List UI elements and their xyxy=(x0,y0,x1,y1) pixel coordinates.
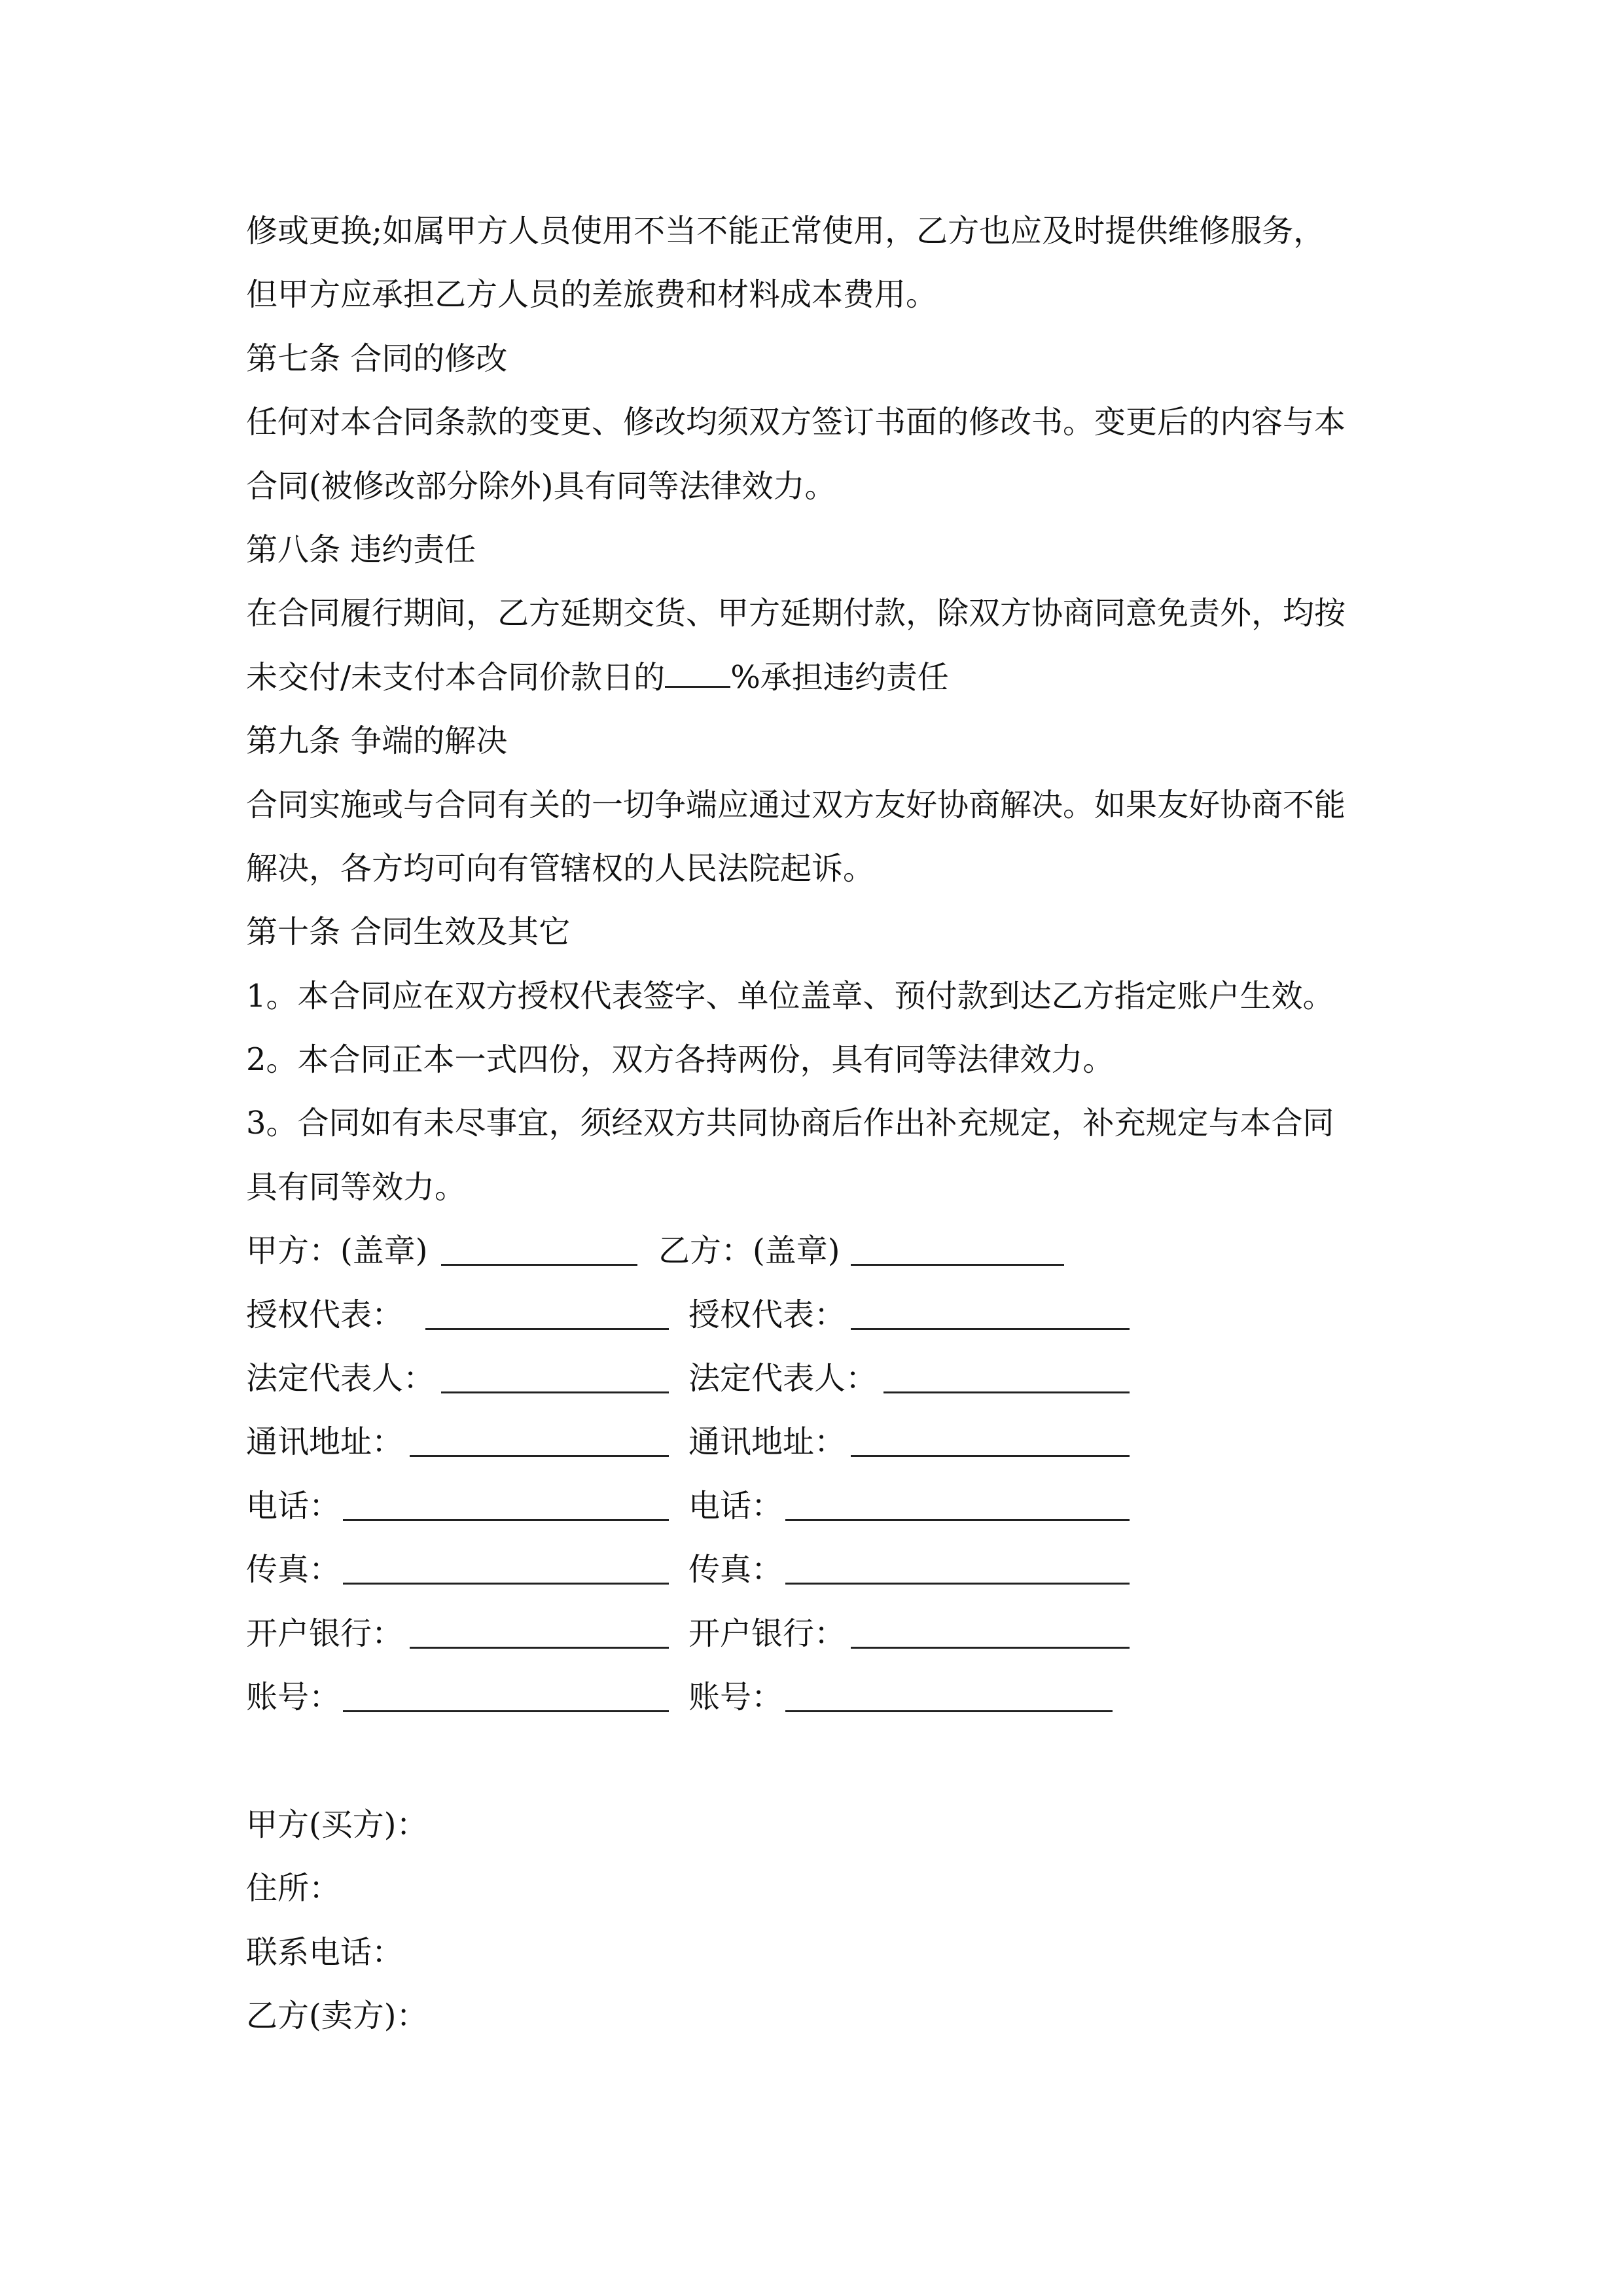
party-a-blank[interactable] xyxy=(441,1391,669,1393)
paragraph-line: 解决，各方均可向有管辖权的人民法院起诉。 xyxy=(246,850,875,887)
party-a-label: 账号： xyxy=(246,1678,341,1715)
party-a-blank[interactable] xyxy=(343,1710,669,1712)
signature-row-address xyxy=(246,1410,1385,1474)
clause-heading-10: 第十条 合同生效及其它 xyxy=(246,914,571,951)
party-b-label: 传真： xyxy=(688,1551,783,1588)
paragraph-line: 具有同等效力。 xyxy=(246,1168,467,1206)
clause-heading-8: 第八条 违约责任 xyxy=(246,531,476,568)
party-b-blank[interactable] xyxy=(851,1455,1130,1457)
penalty-line xyxy=(246,646,1385,709)
party-b-label: 开户银行： xyxy=(688,1615,846,1652)
signature-row-seal xyxy=(246,1219,1385,1283)
party-b-blank[interactable] xyxy=(883,1391,1130,1393)
party-b-blank[interactable] xyxy=(785,1710,1113,1712)
paragraph-line: 合同(被修改部分除外)具有同等法律效力。 xyxy=(246,467,836,505)
signature-row-bank xyxy=(246,1602,1385,1666)
party-a-label: 传真： xyxy=(246,1551,341,1588)
party-b-blank[interactable] xyxy=(785,1519,1130,1521)
blank-line xyxy=(246,1729,1385,1793)
party-b-blank[interactable] xyxy=(851,1328,1130,1330)
party-a-label: 授权代表： xyxy=(246,1296,404,1333)
party-b-label: 授权代表： xyxy=(688,1296,846,1333)
party-b-seal-blank[interactable] xyxy=(851,1264,1064,1266)
party-b-label: 通讯地址： xyxy=(688,1424,846,1461)
party-b-label: 电话： xyxy=(688,1487,783,1524)
clause-heading-9: 第九条 争端的解决 xyxy=(246,723,508,760)
paragraph-line: 修或更换;如属甲方人员使用不当不能正常使用，乙方也应及时提供维修服务， xyxy=(246,213,1325,249)
paragraph-line: 2。本合同正本一式四份，双方各持两份，具有同等法律效力。 xyxy=(246,1041,1115,1079)
penalty-suffix: %承担违约责任 xyxy=(730,658,949,696)
penalty-text: 未交付/未支付本合同价款日的 xyxy=(246,658,666,696)
party-a-blank[interactable] xyxy=(343,1519,669,1521)
signature-row-phone xyxy=(246,1475,1385,1538)
party-a-label: 电话： xyxy=(246,1487,341,1524)
signature-row-fax xyxy=(246,1538,1385,1602)
contract-body xyxy=(246,200,1385,2048)
phone-label: 联系电话： xyxy=(246,1933,404,1971)
paragraph-line: 任何对本合同条款的变更、修改均须双方签订书面的修改书。变更后的内容与本 xyxy=(246,404,1346,441)
paragraph-line: 3。合同如有未尽事宜，须经双方共同协商后作出补充规定，补充规定与本合同 xyxy=(246,1105,1334,1142)
party-a-label: 法定代表人： xyxy=(246,1360,435,1397)
party-a-seal-blank[interactable] xyxy=(441,1264,637,1266)
paragraph-line: 合同实施或与合同有关的一切争端应通过双方友好协商解决。如果友好协商不能 xyxy=(246,786,1346,823)
penalty-blank xyxy=(665,657,730,688)
party-a-blank[interactable] xyxy=(343,1583,669,1585)
party-b-blank[interactable] xyxy=(785,1583,1130,1585)
paragraph-line: 1。本合同应在双方授权代表签字、单位盖章、预付款到达乙方指定账户生效。 xyxy=(246,977,1334,1014)
address-label: 住所： xyxy=(246,1870,341,1907)
seller-label: 乙方(卖方)： xyxy=(246,1997,428,2034)
party-a-label: 甲方：(盖章) xyxy=(246,1232,428,1270)
party-b-label: 法定代表人： xyxy=(688,1360,878,1397)
paragraph-line: 但甲方应承担乙方人员的差旅费和材料成本费用。 xyxy=(246,276,938,314)
signature-row-legal-rep xyxy=(246,1347,1385,1410)
party-b-blank[interactable] xyxy=(851,1647,1130,1649)
party-b-label: 乙方：(盖章) xyxy=(658,1232,840,1270)
party-b-label: 账号： xyxy=(688,1678,783,1715)
party-a-blank[interactable] xyxy=(425,1328,669,1330)
signature-row-account xyxy=(246,1666,1385,1729)
signature-row-representative xyxy=(246,1283,1385,1347)
party-a-label: 通讯地址： xyxy=(246,1424,404,1461)
party-a-blank[interactable] xyxy=(410,1455,669,1457)
paragraph-line: 在合同履行期间，乙方延期交货、甲方延期付款，除双方协商同意免责外，均按 xyxy=(246,595,1346,632)
clause-heading-7: 第七条 合同的修改 xyxy=(246,340,508,377)
buyer-label: 甲方(买方)： xyxy=(246,1806,428,1843)
party-a-blank[interactable] xyxy=(410,1647,669,1649)
party-a-label: 开户银行： xyxy=(246,1615,404,1652)
